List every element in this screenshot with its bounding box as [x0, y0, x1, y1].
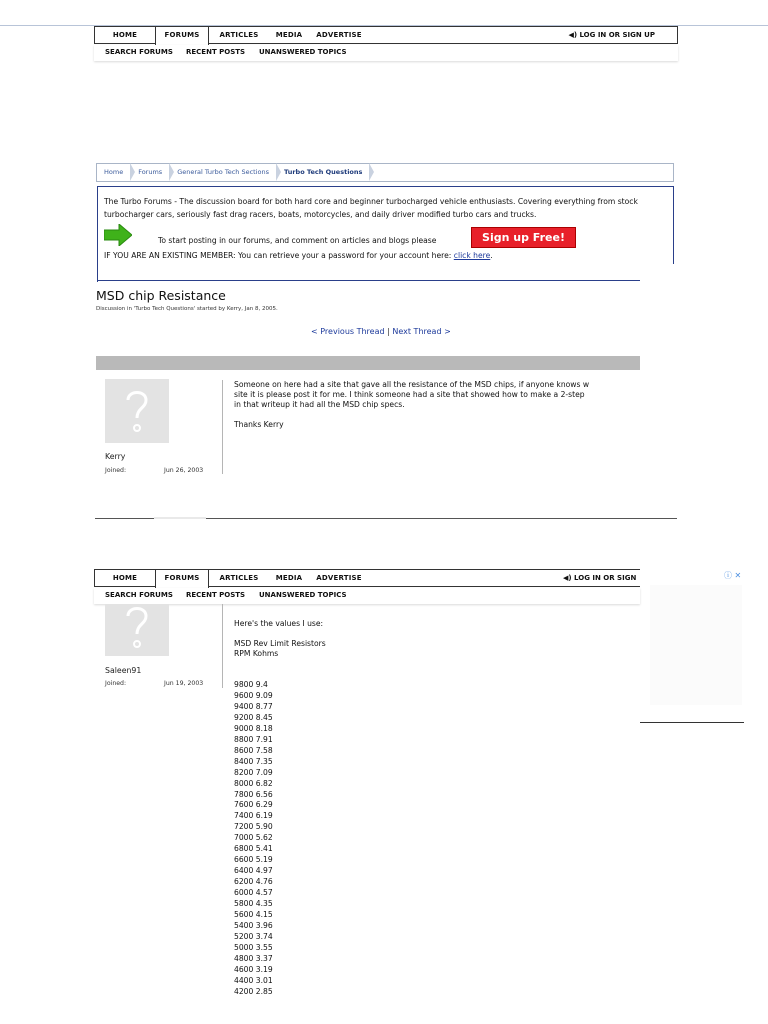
value-row: 7800 6.56: [234, 789, 273, 799]
post-message: Someone on here had a site that gave all the resistance of the MSD chips, if anyone knows w site it is please post it for me. I think someone had a site that showed how to make a 2-step in that writeup it had all the MSD chip specs. Thanks Kerry: [234, 380, 590, 429]
value-row: 8200 7.09: [234, 767, 273, 777]
post-divider: [222, 604, 223, 688]
recent-posts-link[interactable]: RECENT POSTS: [186, 48, 246, 56]
green-arrow-icon: [104, 224, 132, 246]
login-signup-link[interactable]: [563, 570, 636, 586]
tab-home[interactable]: HOME: [112, 574, 138, 582]
value-row: 9600 9.09: [234, 690, 273, 700]
value-row: 5400 3.96: [234, 920, 273, 930]
login-label: LOG IN OR SIGN UP: [579, 31, 655, 39]
previous-thread-link[interactable]: < Previous Thread: [311, 327, 385, 336]
unanswered-topics-link[interactable]: UNANSWERED TOPICS: [259, 48, 347, 56]
ad-slot: [650, 585, 742, 705]
tab-forums[interactable]: FORUMS: [155, 570, 209, 589]
value-row: 6600 5.19: [234, 855, 273, 865]
rpm-kohm-values: [234, 680, 273, 998]
recent-posts-link[interactable]: RECENT POSTS: [186, 591, 246, 599]
post-header-bar: [96, 356, 640, 370]
value-row: 9400 8.77: [234, 701, 273, 711]
value-row: 7200 5.90: [234, 822, 273, 832]
avatar[interactable]: [105, 604, 169, 656]
breadcrumb-general-turbo-tech[interactable]: General Turbo Tech Sections: [170, 164, 277, 181]
thread-meta: Discussion in 'Turbo Tech Questions' started by Kerry, Jan 8, 2005.: [96, 306, 278, 312]
sub-navbar: [94, 45, 678, 61]
post: [96, 604, 640, 1024]
joined-label: Joined:: [105, 680, 127, 687]
existing-member-end: .: [490, 251, 493, 260]
value-row: 7600 6.29: [234, 800, 273, 810]
post-message: Here's the values I use: MSD Rev Limit Resistors RPM Kohms: [234, 619, 326, 658]
search-forums-link[interactable]: SEARCH FORUMS: [105, 591, 173, 599]
login-icon: ◀): [568, 31, 580, 39]
login-signup-link[interactable]: [568, 27, 655, 43]
tab-media[interactable]: MEDIA: [275, 31, 303, 39]
thread-navigation: [311, 327, 451, 336]
value-row: 9800 9.4: [234, 680, 268, 689]
value-row: 6200 4.76: [234, 877, 273, 887]
value-row: 4600 3.19: [234, 964, 273, 974]
post-username[interactable]: Saleen91: [105, 666, 142, 675]
unanswered-topics-link[interactable]: UNANSWERED TOPICS: [259, 591, 347, 599]
value-row: 5800 4.35: [234, 899, 273, 909]
joined-date: Jun 19, 2003: [164, 680, 204, 687]
login-label: LOG IN OR SIGN: [574, 574, 637, 582]
value-row: 6400 4.97: [234, 866, 273, 876]
value-row: 6800 5.41: [234, 844, 273, 854]
main-navbar: [94, 26, 678, 44]
start-posting-text: To start posting in our forums, and comment on articles and blogs please: [158, 236, 437, 245]
notice-border: [97, 280, 640, 281]
breadcrumb-forums[interactable]: Forums: [131, 164, 170, 181]
sticky-sub-navbar: [94, 588, 640, 604]
next-thread-link[interactable]: Next Thread >: [392, 327, 451, 336]
value-row: 9000 8.18: [234, 723, 273, 733]
search-forums-link[interactable]: SEARCH FORUMS: [105, 48, 173, 56]
post: [96, 370, 640, 480]
value-row: 5000 3.55: [234, 942, 273, 952]
default-avatar-icon: [122, 602, 152, 652]
existing-member-label: IF YOU ARE AN EXISTING MEMBER: You can retrieve your a password for your account here:: [104, 251, 452, 260]
forum-description: The Turbo Forums - The discussion board for both hard core and beginner turbocharged vehicle enthusiasts. Covering everything from stock turbocharger cars, seriously fast drag racers, boats, motorcycles, and daily driver modified turbo cars and trucks.: [104, 197, 638, 219]
value-row: 6000 4.57: [234, 888, 273, 898]
thread-nav-divider: |: [387, 327, 390, 336]
value-row: 5200 3.74: [234, 931, 273, 941]
tab-articles[interactable]: ARTICLES: [219, 31, 259, 39]
value-row: 4800 3.37: [234, 953, 273, 963]
tab-articles[interactable]: ARTICLES: [219, 574, 259, 582]
tab-advertise[interactable]: ADVERTISE: [316, 574, 362, 582]
value-row: 8400 7.35: [234, 756, 273, 766]
notice-border: [673, 186, 674, 264]
value-row: 8600 7.58: [234, 745, 273, 755]
section-divider-tab: [154, 517, 206, 519]
ad-divider: [640, 722, 744, 723]
joined-label: Joined:: [105, 467, 127, 474]
existing-member-text: [104, 251, 493, 260]
breadcrumb-turbo-tech-questions[interactable]: Turbo Tech Questions: [277, 164, 370, 181]
value-row: 8800 7.91: [234, 734, 273, 744]
default-avatar-icon: [122, 386, 152, 436]
value-row: 5600 4.15: [234, 910, 273, 920]
signup-free-button[interactable]: Sign up Free!: [471, 227, 576, 248]
tab-forums[interactable]: FORUMS: [155, 27, 209, 46]
thread-title: MSD chip Resistance: [96, 288, 226, 303]
tab-media[interactable]: MEDIA: [275, 574, 303, 582]
breadcrumb-home[interactable]: Home: [97, 164, 131, 181]
sticky-navbar: [94, 569, 640, 587]
post-username[interactable]: Kerry: [105, 452, 126, 461]
joined-date: Jun 26, 2003: [164, 467, 204, 474]
value-row: 4400 3.01: [234, 975, 273, 985]
forum-notice: [97, 186, 674, 282]
value-row: 8000 6.82: [234, 778, 273, 788]
click-here-link[interactable]: click here: [453, 251, 491, 260]
ad-close-icon[interactable]: ⓘ ✕: [724, 571, 742, 580]
value-row: 7000 5.62: [234, 833, 273, 843]
breadcrumb: [96, 163, 674, 182]
value-row: 4200 2.85: [234, 986, 273, 996]
tab-advertise[interactable]: ADVERTISE: [316, 31, 362, 39]
avatar[interactable]: [105, 379, 169, 443]
value-row: 7400 6.19: [234, 811, 273, 821]
login-icon: ◀): [563, 574, 575, 582]
value-row: 9200 8.45: [234, 712, 273, 722]
tab-home[interactable]: HOME: [112, 31, 138, 39]
post-divider: [222, 380, 223, 474]
